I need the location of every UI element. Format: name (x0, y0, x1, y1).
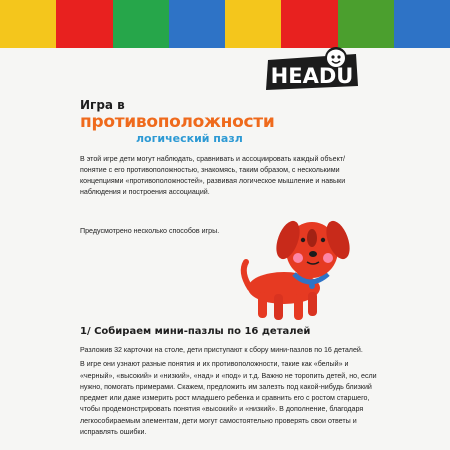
title-line-1: Игра в (80, 98, 125, 112)
logo-text: HEADU (270, 64, 354, 88)
section-paragraph-1: Разложив 32 карточки на столе, дети приступают к сбору мини-пазлов по 16 деталей. (80, 346, 363, 354)
color-stripe-8 (394, 0, 450, 48)
headu-logo (262, 46, 362, 92)
section-body-1 (80, 345, 380, 438)
color-stripe-5 (225, 0, 281, 48)
color-stripe-4 (169, 0, 225, 48)
color-stripe-3 (113, 0, 169, 48)
dog-illustration (232, 202, 358, 324)
title-block (80, 98, 380, 146)
title-line-3: логический пазл (136, 132, 243, 145)
play-modes-note: Предусмотрено несколько способов игры. (80, 227, 220, 235)
color-stripe-1 (0, 0, 56, 48)
color-stripe-6 (281, 0, 337, 48)
section-heading-1: 1/ Собираем мини-пазлы по 16 деталей (80, 326, 311, 337)
color-stripe-header (0, 0, 450, 48)
color-stripe-7 (338, 0, 394, 48)
color-stripe-2 (56, 0, 112, 48)
section-paragraph-2: В игре они узнают разные понятия и их противоположности, такие как «белый» и «черный», «высокий» и «низкий», «над» и «под» и т.д. Важно не торопить детей, но, если нужно, помогать примерами. Скажем, предложить им залезть под какой-нибудь близкий предмет или даже измерить рост младшего ребенка и сравнить его с ростом старшего, чтобы продемонстрировать понятия «высокий» и «низкий». В дополнение, благодаря легкособираемым элементам, дети могут самостоятельно проверять свои ответы и исправлять ошибки. (80, 360, 377, 437)
title-line-2: противоположности (80, 112, 275, 132)
intro-paragraph: В этой игре дети могут наблюдать, сравнивать и ассоциировать каждый объект/понятие с его противоположностью, знакомясь, таким образом, с несколькими концепциями «противоположностей», развивая логическое мышление и навыки наблюдения и построения ассоциаций. (80, 155, 346, 196)
